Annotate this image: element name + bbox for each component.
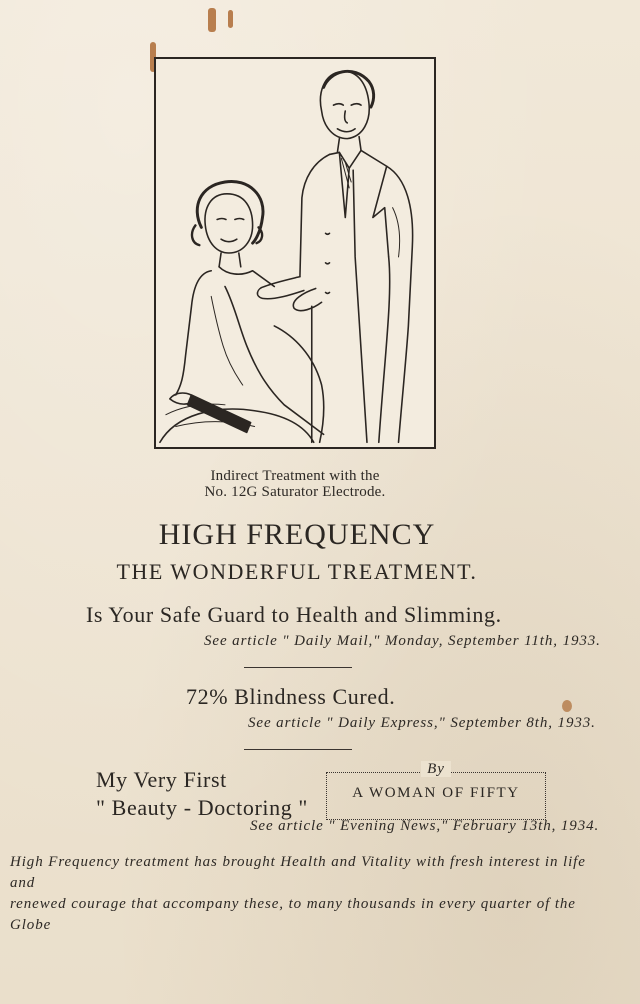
- section-headline: Is Your Safe Guard to Health and Slimming.: [86, 602, 502, 627]
- section-headline: 72% Blindness Cured.: [186, 684, 396, 709]
- divider: [244, 667, 352, 668]
- ink-stain: [562, 700, 572, 712]
- closing-line: High Frequency treatment has brought Health and Vitality with fresh interest in life and: [10, 854, 586, 891]
- illustration-caption: [150, 468, 440, 500]
- author-box: [326, 761, 546, 820]
- divider: [244, 749, 352, 750]
- page-subtitle: THE WONDERFUL TREATMENT.: [116, 559, 478, 584]
- ink-stain: [208, 8, 216, 32]
- page-title: HIGH FREQUENCY: [158, 518, 436, 551]
- caption-line: Indirect Treatment with the: [210, 468, 380, 484]
- article-reference: See article " Daily Express," September 8th, 1933.: [248, 715, 596, 731]
- author-box-text: A WOMAN OF FIFTY: [352, 785, 520, 801]
- caption-line: No. 12G Saturator Electrode.: [204, 484, 386, 500]
- closing-line: renewed courage that accompany these, to many thousands in every quarter of the Globe: [10, 896, 576, 933]
- ink-stain: [228, 10, 233, 28]
- closing-paragraph: [10, 852, 610, 936]
- section-headline: My Very First: [96, 767, 227, 792]
- section-headline: " Beauty - Doctoring ": [96, 795, 309, 820]
- treatment-illustration-icon: [156, 59, 434, 447]
- illustration-frame: [154, 57, 436, 449]
- article-reference: See article " Daily Mail," Monday, September 11th, 1933.: [204, 633, 601, 649]
- author-box-by: By: [421, 761, 451, 777]
- article-reference: See article " Evening News," February 13th, 1934.: [250, 818, 600, 834]
